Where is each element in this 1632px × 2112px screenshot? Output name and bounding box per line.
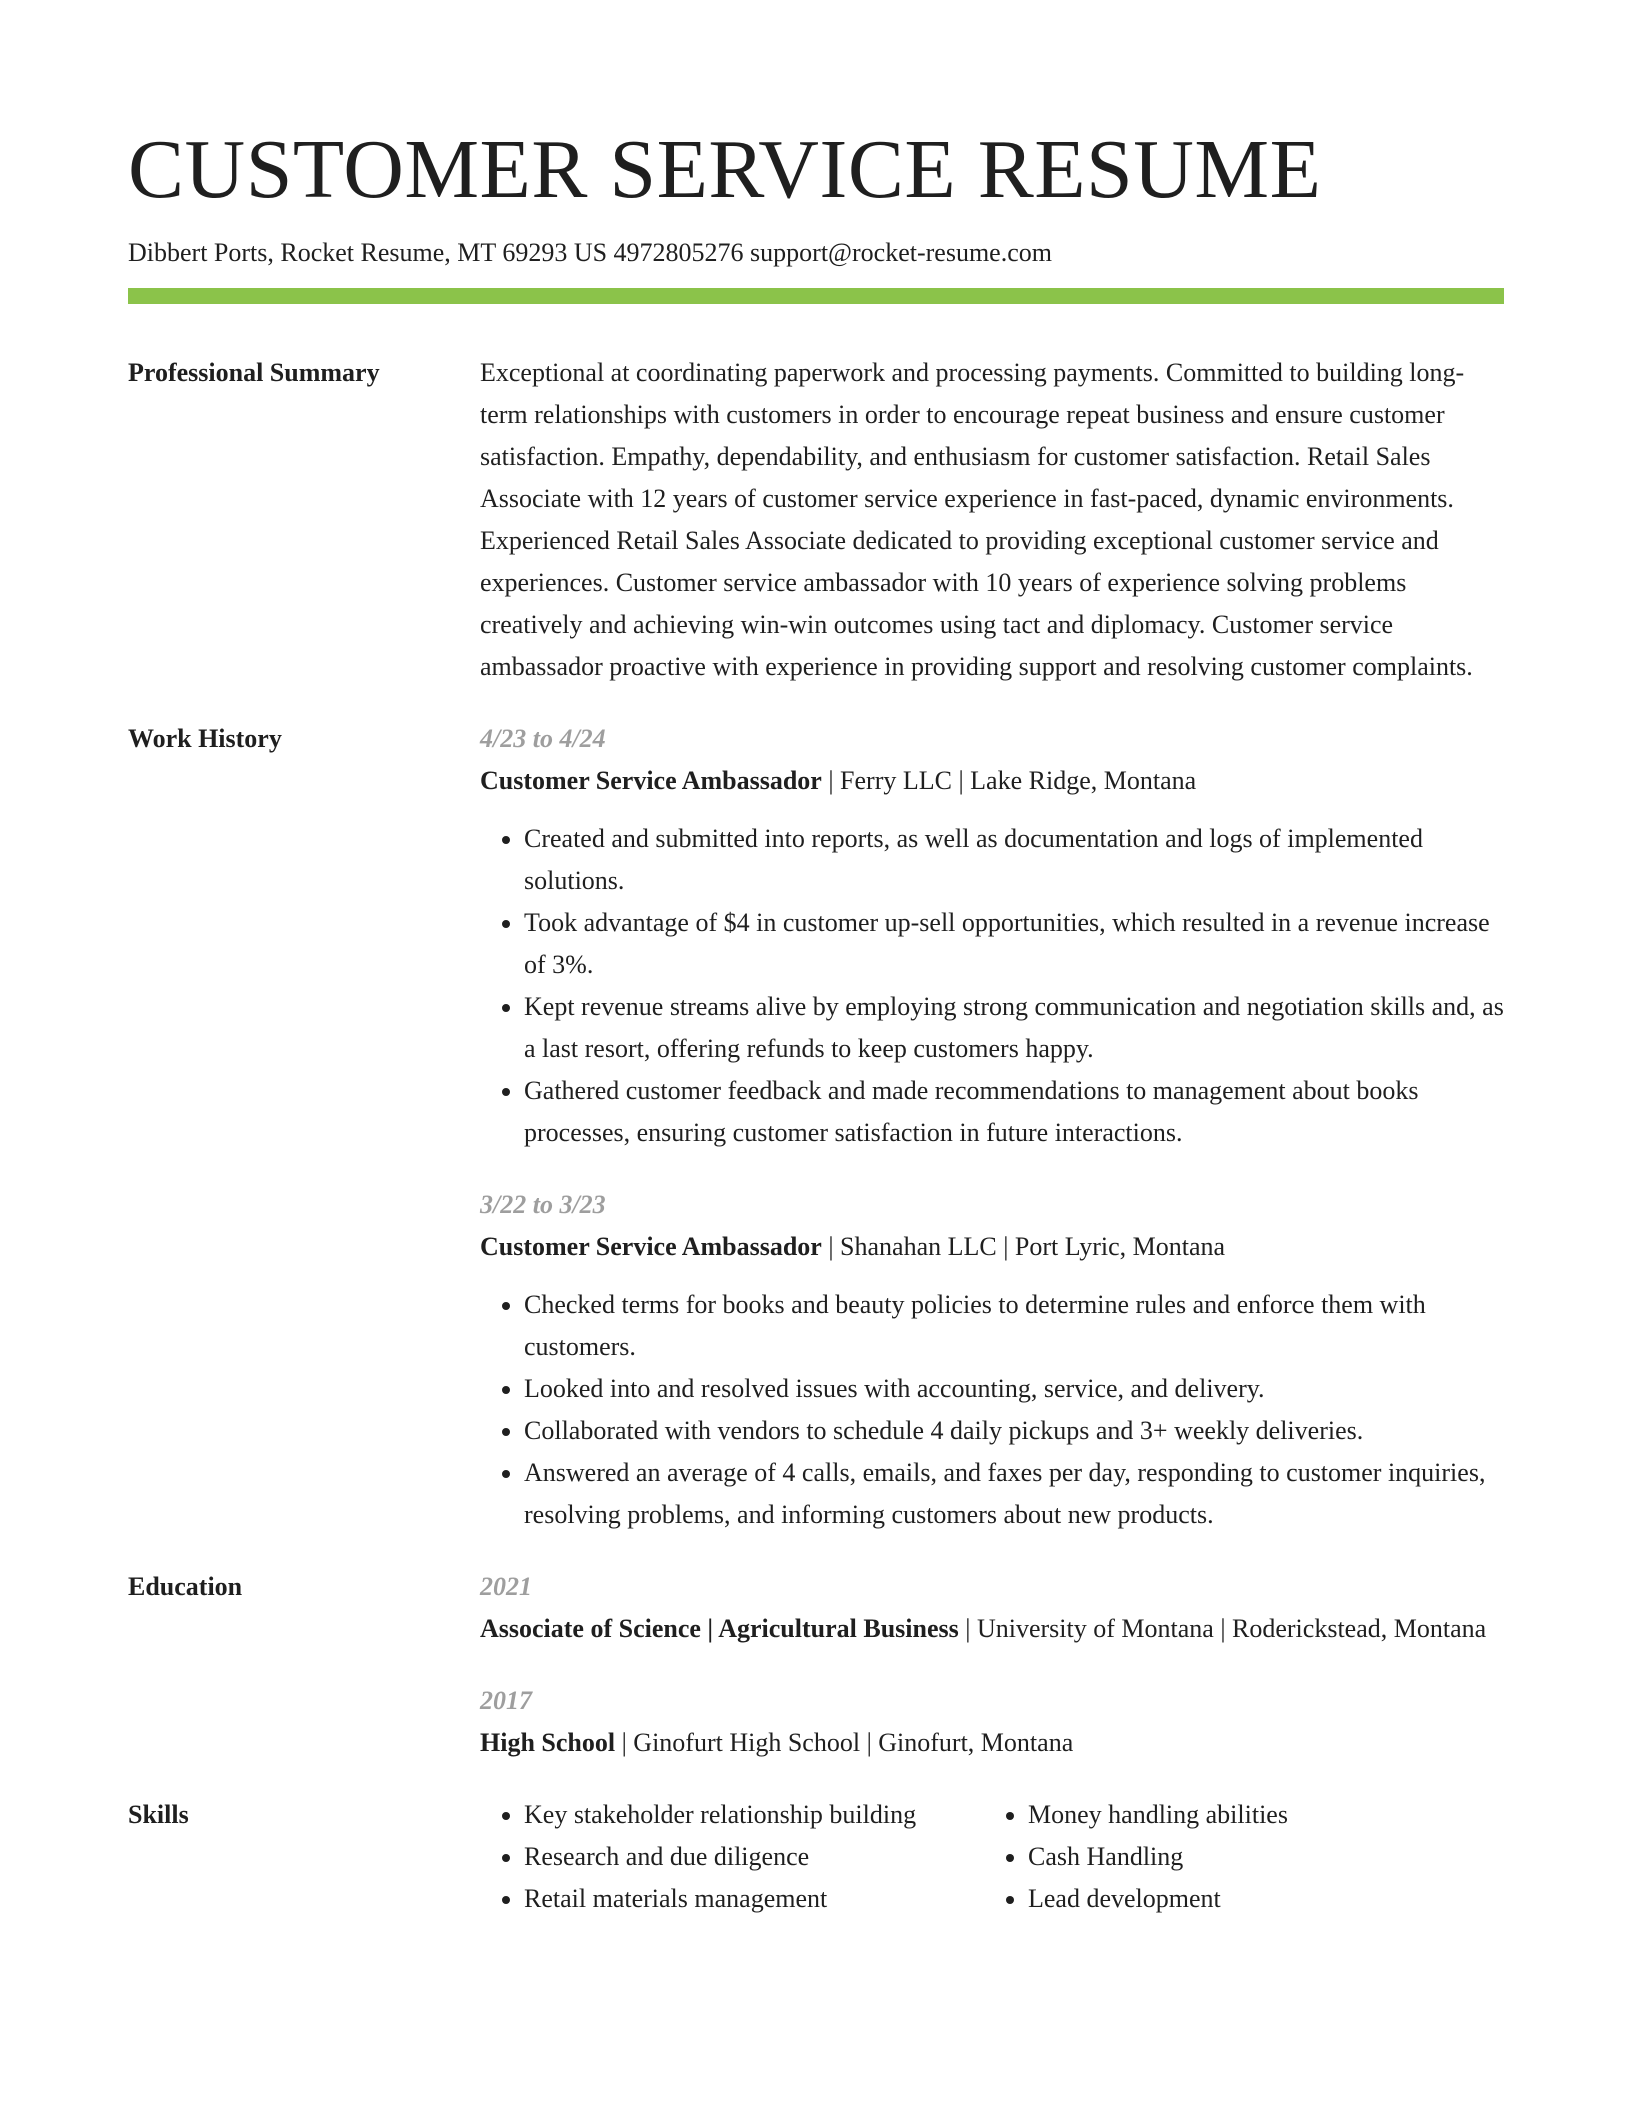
resume-title: CUSTOMER SERVICE RESUME (128, 123, 1322, 216)
education-entry (480, 1566, 1504, 1650)
work-history-section (128, 718, 1504, 1536)
job-details: | Shanahan LLC | Port Lyric, Montana (821, 1232, 1226, 1261)
skill-item: • Retail materials management (524, 1878, 984, 1920)
job-bullet: • Gathered customer feedback and made recommendations to management about books processes, ensuring customer satisfaction in future interactions. (524, 1070, 1504, 1154)
job-bullet: • Kept revenue streams alive by employing strong communication and negotiation skills and, as a last resort, offering refunds to keep customers happy. (524, 986, 1504, 1070)
education-date: 2017 (480, 1686, 532, 1715)
skill-item: • Money handling abilities (1028, 1794, 1288, 1836)
contact-line: Dibbert Ports, Rocket Resume, MT 69293 US 4972805276 support@rocket-resume.com (128, 238, 1052, 267)
job-bullet: • Took advantage of $4 in customer up-sell opportunities, which resulted in a revenue increase of 3%. (524, 902, 1504, 986)
accent-divider (128, 288, 1504, 304)
section-heading-education: Education (128, 1572, 243, 1601)
skills-columns (480, 1794, 1504, 1920)
job-entry (480, 1184, 1504, 1536)
section-heading-summary: Professional Summary (128, 358, 380, 387)
skill-item: • Research and due diligence (524, 1836, 984, 1878)
skills-section (128, 1794, 1504, 1920)
education-section (128, 1566, 1504, 1764)
resume-page (128, 120, 1504, 1950)
education-details: | Ginofurt High School | Ginofurt, Montana (615, 1728, 1074, 1757)
education-degree: High School (480, 1728, 616, 1757)
education-degree: Associate of Science | Agricultural Business (480, 1614, 959, 1643)
job-date: 3/22 to 3/23 (480, 1190, 606, 1219)
job-role: Customer Service Ambassador (480, 766, 822, 795)
skill-item: • Key stakeholder relationship building (524, 1794, 984, 1836)
skill-item: • Lead development (1028, 1878, 1288, 1920)
job-entry (480, 718, 1504, 1154)
job-title-line (480, 1226, 1504, 1268)
summary-section (128, 352, 1504, 688)
job-bullet: • Answered an average of 4 calls, emails, and faxes per day, responding to customer inquiries, resolving problems, and informing customers about new products. (524, 1452, 1504, 1536)
job-title-line (480, 760, 1504, 802)
job-role: Customer Service Ambassador (480, 1232, 822, 1261)
job-date: 4/23 to 4/24 (480, 724, 606, 753)
section-heading-work-history: Work History (128, 724, 282, 753)
education-details: | University of Montana | Roderickstead, Montana (958, 1614, 1487, 1643)
job-bullet-list (480, 1284, 1504, 1536)
job-bullet: • Collaborated with vendors to schedule 4 daily pickups and 3+ weekly deliveries. (524, 1410, 1504, 1452)
job-bullet: • Looked into and resolved issues with accounting, service, and delivery. (524, 1368, 1504, 1410)
job-bullet: • Checked terms for books and beauty policies to determine rules and enforce them with customers. (524, 1284, 1504, 1368)
job-bullet-list (480, 818, 1504, 1154)
job-bullet: • Created and submitted into reports, as well as documentation and logs of implemented solutions. (524, 818, 1504, 902)
skills-list-right (984, 1794, 1288, 1920)
job-details: | Ferry LLC | Lake Ridge, Montana (821, 766, 1197, 795)
education-entry (480, 1680, 1504, 1764)
summary-text: Exceptional at coordinating paperwork and processing payments. Committed to building long-term relationships with customers in order to encourage repeat business and ensure customer satisfaction. Empathy, dependability, and enthusiasm for customer satisfaction. Retail Sales Associate with 12 years of customer service experience in fast-paced, dynamic environments. Experienced Retail Sales Associate dedicated to providing exceptional customer service and experiences. Customer service ambassador with 10 years of experience solving problems creatively and achieving win-win outcomes using tact and diplomacy. Customer service ambassador proactive with experience in providing support and resolving customer complaints. (480, 358, 1473, 681)
skills-list-left (480, 1794, 984, 1920)
education-line (480, 1722, 1504, 1764)
skill-item: • Cash Handling (1028, 1836, 1288, 1878)
education-line (480, 1608, 1504, 1650)
education-date: 2021 (480, 1572, 532, 1601)
section-heading-skills: Skills (128, 1800, 189, 1829)
